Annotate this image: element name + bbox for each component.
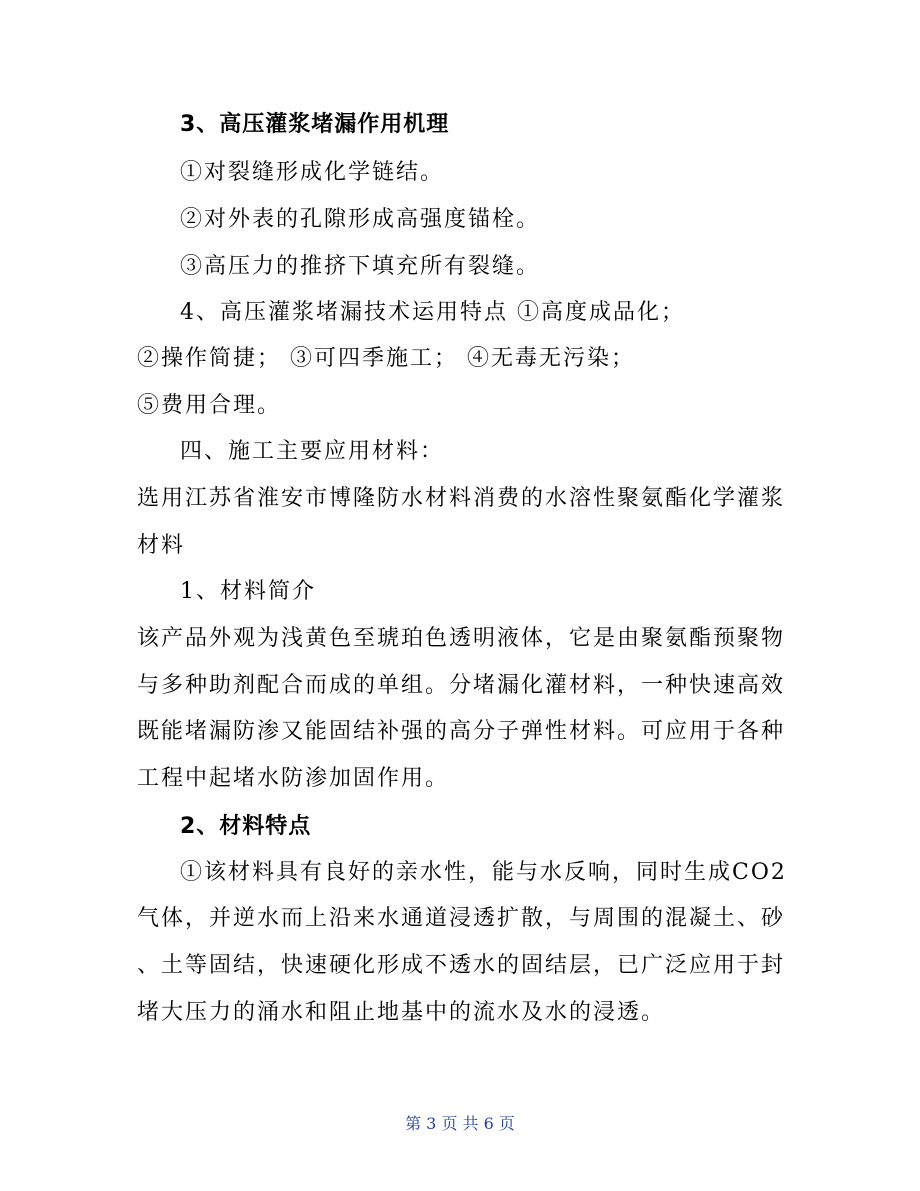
material-intro-title: 1、材料简介 <box>180 579 316 604</box>
material-features-line-3: 、土等固结，快速硬化形成不透水的固结层，已广泛应用于封 <box>137 953 786 978</box>
section4-line-1: 4、高压灌浆堵漏技术运用特点 ①高度成品化； <box>180 300 685 325</box>
part4-title: 四、施工主要应用材料： <box>180 439 445 464</box>
section3-item-1: ①对裂缝形成化学链结。 <box>180 160 445 185</box>
part4-body-line-1: 选用江苏省淮安市博隆防水材料消费的水溶性聚氨酯化学灌浆 <box>137 486 786 511</box>
section3-item-2: ②对外表的孔隙形成高强度锚栓。 <box>180 207 541 232</box>
material-features-line-4: 堵大压力的涌水和阻止地基中的流水及水的浸透。 <box>137 1000 666 1025</box>
material-features-title: 2、材料特点 <box>180 814 312 839</box>
material-intro-line-1: 该产品外观为浅黄色至琥珀色透明液体，它是由聚氨酯预聚物 <box>137 626 786 651</box>
page-number-footer: 第 3 页 共 6 页 <box>405 1114 515 1133</box>
material-intro-line-4: 工程中起堵水防渗加固作用。 <box>137 766 450 791</box>
section3-title: 3、高压灌浆堵漏作用机理 <box>180 112 450 137</box>
part4-body-line-2: 材料 <box>137 533 186 558</box>
section4-line-2: ②操作简捷； ③可四季施工； ④无毒无污染； <box>137 346 635 371</box>
material-features-line-1: ①该材料具有良好的亲水性，能与水反响，同时生成CO2 <box>180 860 787 885</box>
material-intro-line-3: 既能堵漏防渗又能固结补强的高分子弹性材料。可应用于各种 <box>137 719 786 744</box>
material-features-line-2: 气体，并逆水而上沿来水通道浸透扩散，与周围的混凝土、砂 <box>137 906 786 931</box>
section4-line-3: ⑤费用合理。 <box>137 393 282 418</box>
section3-item-3: ③高压力的推挤下填充所有裂缝。 <box>180 254 541 279</box>
material-intro-line-2: 与多种助剂配合而成的单组。分堵漏化灌材料，一种快速高效 <box>137 673 786 698</box>
